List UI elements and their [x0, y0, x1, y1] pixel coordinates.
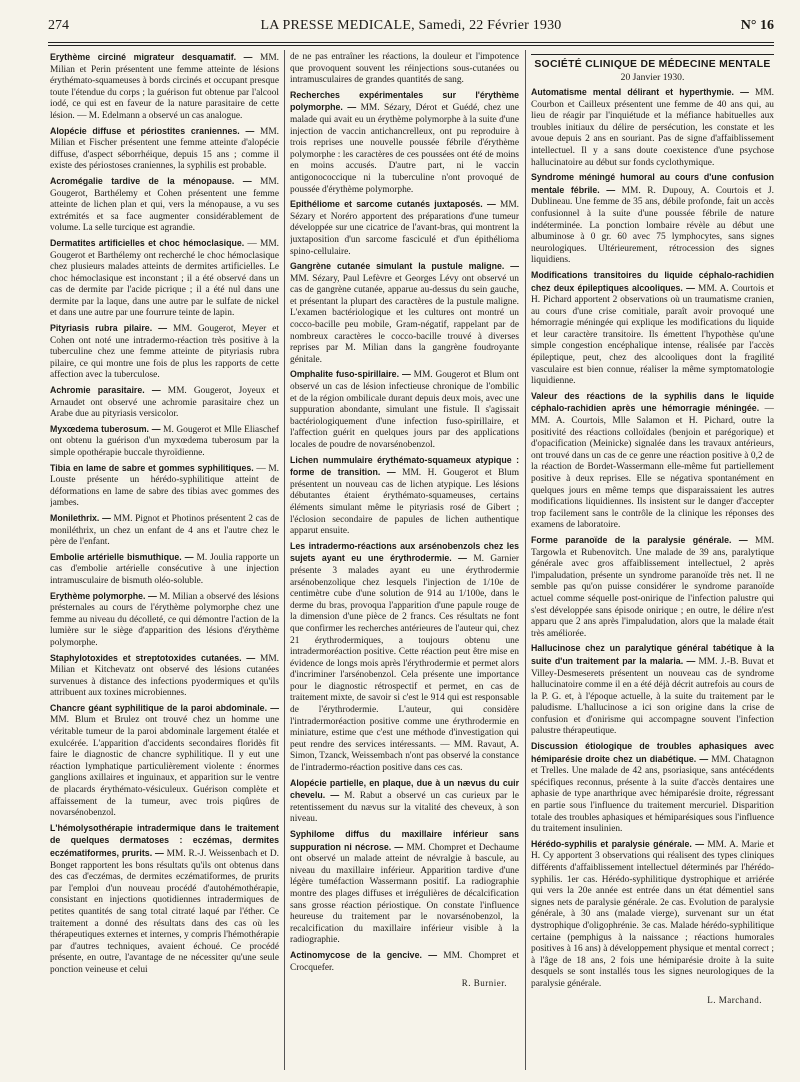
article-entry — [50, 823, 279, 977]
article-entry — [50, 513, 279, 549]
entry-text: MM. J.-B. Buvat et Villey-Desmeserets présentent un nouveau cas de syndrome hallucinatoire comme il en a été déjà décrit autrefois au cours de la P. G. et, à l'époque actuelle, à la suite du traitement par le paludisme. L'hallucinose a ici son origine dans la crise de confusion et d'onirisme qui accompagne souvent l'infection palustre thérapeutique. — [531, 656, 774, 737]
entry-heading: Achromie parasitaire. — — [50, 385, 161, 396]
section-title: SOCIÉTÉ CLINIQUE DE MÉDECINE MENTALE — [534, 59, 771, 70]
entry-text: MM. Sézary, Paul Lefèvre et Georges Lévy ont observé un cas de gangrène cutanée, apparue au-dessus du sein gauche, et présentant la plupart des caractères de la pustule maligne. L'examen bactériologique et les cultures ont montré un cocco-bacille peu mobile, Gram-négatif, rappelant par de nombreux caractères le cocco-bacille trouvé à diverses reprises par M. Milian dans la gangrène foudroyante génitale. — [290, 273, 519, 365]
entry-heading: Syndrome méningé humoral au cours d'une confusion mentale fébrile. — — [531, 172, 774, 195]
entry-heading: Les intradermo-réactions aux arsénobenzols chez les sujets ayant eu une érythrodermie. — — [290, 540, 519, 564]
column-3 — [531, 52, 774, 1068]
section-rule — [531, 54, 774, 55]
column-2 — [290, 52, 519, 1068]
article-entry — [50, 424, 279, 460]
entry-text: — M. Louste présente un hérédo-syphilitique atteint de déformations en lame de sabre des tibias avec gommes des jambes. — [50, 463, 279, 509]
entry-text: MM. Gougerot et Blum ont observé un cas de lésion infectieuse chronique de l'ombilic et de la région ombilicale durant depuis deux mois, avec une suppuration abondante, simulant une fistule. Il s'agissait bactériologiquement d'une infection fuso-spirillaire, et l'affection guérit en quelques jours par des applications locales de poudre de novarsénobenzol. — [290, 370, 519, 450]
entry-text: MM. Blum et Brulez ont trouvé chez un homme une véritable tumeur de la paroi abdominale largement étalée et exulcérée. L'apparition d'accidents secondaires floridès fit faire le diagnostic de chancre syphilitique. Il y eut une réaction lymphatique particulièrement violente : énormes ganglions axillaires et inguinaux, et apparition sur le ventre de placards érythémato-vésiculeux. Guérison complète et affaissement de la tumeur, avec trois piqûres de novarsénobenzol. — [50, 715, 279, 819]
entry-text: MM. Pignot et Photinos présentent 2 cas de moniléthrix, un chez un enfant de 4 ans et l'autre chez le père de l'enfant. — [50, 513, 279, 548]
issue-number: N° 16 — [740, 18, 774, 33]
entry-text: MM. Chompret et Dechaume ont observé un malade atteint de névralgie à bascule, au niveau du maxillaire inférieur. Apparition tardive d'une légère tuméfaction Wassermann positif. La radiographie montre des plages diffuses et irrégulières de décalcification sans grosse réaction périostique. On constate l'influence heureuse du traitement par le novarsénobenzol, la recalcification du maxillaire inférieur visible à la radiographie. — [290, 842, 519, 946]
column-divider — [525, 50, 526, 1070]
entry-text: M. Milian a observé des lésions présternales au cours de l'érythème polymorphe chez une femme au niveau du décolleté, ce qui démontre l'action de la lumière sur le siège d'apparition des lésions d'érythème polymorphe. — [50, 591, 279, 648]
entry-heading: Syphilome diffus du maxillaire inférieur sans suppuration ni nécrose. — — [290, 829, 519, 852]
entry-text: MM. R.-J. Weissenbach et D. Bonget rapportent les bons résultats qu'ils ont obtenus dans des cas d'eczémas, de dermites eczématiformes, de prurits par l'emploi d'un nouveau procédé d'autohémothérapie, consistant en injections quotidiennes intradermiques de petites quantités de sang total citraté laqué par l'éther. Ce traitement a donné des résultats dans des cas où les thérapeutiques externes et internes, y compris l'hémothérapie par d'autres techniques, avaient échoué. Ce procédé présente, en outre, l'avantage de ne nécessiter qu'une seule ponction veineuse et celui — [50, 849, 279, 975]
author-signature: R. Burnier. — [461, 978, 507, 989]
article-entry — [290, 199, 519, 258]
article-entry — [50, 176, 279, 235]
entry-text: M. Rabut a observé un cas curieux par le retentissement du nævus sur la vitalité des cheveux, à son niveau. — [290, 791, 519, 825]
article-entry — [531, 839, 774, 991]
entry-heading: Omphalite fuso-spirillaire. — — [290, 369, 411, 380]
entry-text: MM. Milian et Kitchevatz ont observé des lésions cutanées survenues à distance des infections pyodermiques et qu'ils attribuent aux toxines microbiennes. — [50, 653, 279, 699]
entry-heading: Dermatites artificielles et choc hémoclasique. — [50, 237, 245, 248]
column-1 — [50, 52, 279, 1068]
article-entry — [531, 741, 774, 836]
article-entry — [50, 463, 279, 510]
entry-text: MM. A. Marie et H. Cy apportent 3 observations qui réalisent des types cliniques différents d'affaiblissement intellectuel déterminés par l'hérédo-syphilis. 1er cas. Hérédo-syphilitique dystrophique et arriérée qui vers la 20e année est entrée dans un état démentiel sans signes nets de paralysie générale. 2e cas. Evolution de paralysie générale, à 30 ans (malade vierge), survenant sur un état dystrophique d'oligophrénie. 3e cas. Malade hérédo-syphilitique certaine (pemphigus à la naissance ; réactions humorales positives à 16 ans) à développement physique et mental correct ; à l'âge de 18 ans, 2 fois une hémiparésie droite à la suite desquels se sont installés tous les signes neurologiques de la paralysie générale. — [531, 839, 774, 989]
article-entry — [290, 541, 519, 775]
entry-heading: Embolie artérielle bismuthique. — — [50, 551, 194, 562]
section-date: 20 Janvier 1930. — [620, 72, 685, 83]
entry-text: MM. A. Courtois et H. Pichard apportent 2 observations où un traumatisme cranien, au cours d'une crise comitiale, paraît avoir provoqué une hémorragie méningée qui explique les modifications du liquide et leur caractère transitoire. Ils émettent l'hypothèse qu'une simple congestion encéphalique intense, réalisée par l'accès épileptique, peut, chez des alcooliques dont la fragilité vasculaire est bien connue, réaliser la même symptomatologie liquidienne. — [531, 283, 774, 387]
entry-heading: Automatisme mental délirant et hyperthymie. — — [531, 87, 749, 97]
article-entry — [50, 126, 279, 173]
entry-text: MM. Milian et Fischer présentent une femme atteinte d'alopécie diffuse, d'aspect séborrhéique, depuis 15 ans ; comme il existe des périostoses craniennes, la syphilis est probable. — [50, 126, 279, 172]
article-entry — [290, 261, 519, 366]
entry-text: M. Gougerot et Mlle Eliaschef ont obtenu la guérison d'un myxœdema tuberosum par la simple opothérapie buccale thyroïdienne. — [50, 424, 279, 458]
entry-text: MM. H. Gougerot et Blum présentent un nouveau cas de lichen atypique. Les lésions débutantes étaient érythémato-squameuses, certains éléments simulant même le pityriasis rosé de Gibert ; l'éclosion secondaire de papules de lichen authentique apparut ensuite. — [290, 468, 519, 537]
entry-text: de ne pas entraîner les réactions, la douleur et l'impotence que provoquent souvent les réinjections sous-cutanées ou intramusculaires de grandes quantités de sang. — [290, 52, 519, 86]
article-entry — [290, 369, 519, 451]
article-entry — [531, 87, 774, 169]
entry-text: MM. Chatagnon et Trelles. Une malade de 42 ans, psoriasique, sans antécédents spécifiques reconnus, présente à la suite d'accès dentaires une aphasie de type anarthrique avec hémiparésie droite, régressant en partie sous l'influence du traitement mercuriel. Disparition totale des troubles aphasiques et hémiparésiques sous l'influence du traitement insulinien. — [531, 754, 774, 835]
entry-heading: Valeur des réactions de la syphilis dans le liquide céphalo-rachidien après une hémorragie méningée. — [531, 390, 774, 414]
article-entry — [50, 52, 279, 123]
entry-text: — MM. Gougerot et Barthélemy ont recherché le choc hémoclasique chez plusieurs malades atteints de dermites artificielles. Le choc hémoclasique est inconstant ; il a été observé dans un cas de dermite par l'acide picrique ; il a été nul dans une dermite par la laque, dans une autre par le sulfate de nickel et dans une autre par une fourrure teinte de lapin. — [50, 238, 279, 319]
entry-text: MM. Milian et Perin présentent une femme atteinte de lésions érythémato-squameuses à bords circinés et occupant presque toute l'étendue du corps ; la guérison fut obtenue par l'alcool iodé, ce qui est en faveur de la nature parasitaire de cette lésion. — M. Edelmann a observé un cas analogue. — [50, 53, 279, 121]
article-entry — [50, 385, 279, 421]
entry-text: MM. Gougerot, Meyer et Cohen ont noté une intradermo-réaction très positive à la tuberculine chez une femme atteinte de pityriasis rubra pilaire, ce qui montre une fois de plus les rapports de cette affection avec la tuberculose. — [50, 324, 279, 381]
article-entry — [290, 90, 519, 196]
page-header — [48, 16, 774, 40]
column-divider — [284, 50, 285, 1070]
article-entry — [290, 52, 519, 87]
article-entry — [50, 323, 279, 382]
article-entry — [531, 391, 774, 532]
entry-heading: Alopécie partielle, en plaque, due à un nævus du cuir chevelu. — — [290, 777, 519, 801]
entry-heading: Acromégalie tardive de la ménopause. — — [50, 175, 252, 186]
entry-heading: Tibia en lame de sabre et gommes syphilitiques. — [50, 462, 254, 473]
entry-heading: Chancre géant syphilitique de la paroi abdominale. — — [50, 702, 279, 713]
entry-text: MM. Gougerot, Joyeux et Arnaudet ont observé une achromie parasitaire chez un Arabe due au pityriasis versicolor. — [50, 386, 279, 420]
entry-heading: Staphylotoxides et streptotoxides cutanées. — — [50, 652, 256, 663]
article-entry — [290, 950, 519, 974]
article-entry — [290, 778, 519, 826]
entry-heading: Forme paranoïde de la paralysie générale. — — [531, 534, 748, 545]
header-rule — [48, 42, 774, 43]
entry-text: M. Joulia rapporte un cas d'embolie artérielle consécutive à une injection intramusculaire de bismuth oléo-soluble. — [50, 552, 279, 586]
entry-heading: Discussion étiologique de troubles aphasiques avec hémiparésie droite chez un diabétique. — — [531, 741, 774, 764]
entry-heading: Hérédo-syphilis et paralysie générale. — — [531, 838, 705, 849]
entry-heading: Erythème polymorphe. — — [50, 590, 157, 601]
article-entry — [531, 643, 774, 738]
entry-heading: Erythème circiné migrateur desquamatif. — — [50, 52, 253, 62]
header-rule-thin — [48, 45, 774, 46]
article-entry — [290, 829, 519, 947]
journal-title: LA PRESSE MEDICALE, Samedi, 22 Février 1930 — [260, 18, 562, 33]
article-entry — [290, 455, 519, 538]
entry-text: MM. Sézary, Dérot et Guédé, chez une malade qui avait eu un érythème polymorphe à la suite d'une injection de vaccin antichancrelleux, ont pu reproduire à trois reprises une nouvelle poussée fébrile d'érythème polymorphe : les caractères de ces poussées ont été de moins en moins accusés. D'autre part, ni le vaccin antigonococcique ni la tuberculine n'ont provoqué de poussée d'érythème polymorphe. — [290, 103, 519, 195]
entry-heading: Alopécie diffuse et périostites craniennes. — — [50, 125, 255, 136]
article-entry — [50, 591, 279, 650]
article-entry — [50, 703, 279, 820]
entry-heading: Modifications transitoires du liquide céphalo-rachidien chez deux épileptiques alcooliques. — — [531, 269, 774, 293]
entry-text: M. Garnier présente 3 malades ayant eu une érythrodermie arsénobenzolique chez lesquels l'injection de 1/10e de centimètre cube d'une solution de 914 au 1/100e, dans le derme du bras, provoqua l'apparition d'une papule rouge de la dimension d'une pièce de 2 francs. Ces résultats ne font que confirmer les recherches antérieures de l'auteur qui, chez 21 érythrodermiques, a toujours obtenu une intradermoréaction positive. Cette réaction peut être mise en évidence de longs mois après l'érythrodermie et permet alors d'incriminer l'arsénobenzol. Cela présente une importance pour le diagnostic rétrospectif et permet, en cas de traitement mixte, de savoir si c'est le 914 qui est responsable de l'érythrodermie. L'auteur, qui considère l'intradermoréaction positive comme une érythrodermie en miniature, estime que c'est une méthode d'investigation qui peut rendre des services intéressants. — MM. Ravaut, A. Simon, Tzanck, Weissembach n'ont pas observé la constance de l'intradermo-réaction positive dans ces cas. — [290, 554, 519, 774]
entry-text: MM. Targowla et Rubenovitch. Une malade de 39 ans, paralytique générale avec gros affaiblissement intellectuel, 2 après l'impaludation, présente un syndrome paranoïde très net. Il ne semble pas qu'on puisse considérer le syndrome paranoïde actuel comme séquelle post-onirique de l'infection palustre qui s'est développée sans épisode onirique ; en outre, le délire n'est apparu que 2 ans après l'impaludation, alors que la malade était très améliorée. — [531, 535, 774, 639]
entry-heading: L'hémolysothérapie intradermique dans le traitement de quelques dermatoses : eczémas, dermites eczématiformes, prurits. — — [50, 822, 279, 858]
author-signature: L. Marchand. — [707, 994, 762, 1005]
entry-heading: Monilethrix. — — [50, 512, 111, 523]
entry-heading: Gangrène cutanée simulant la pustule maligne. — — [290, 261, 519, 272]
entry-heading: Epithéliome et sarcome cutanés juxtaposés. — — [290, 199, 496, 210]
entry-text: MM. Chompret et Crocquefer. — [290, 950, 519, 973]
entry-text: — MM. A. Courtois, Mlle Salamon et H. Pichard, outre la positivité des réactions colloïdales (benjoin et parégorique) et d'opacification (Meinicke) signalée dans les travaux antérieurs, ont trouvé dans un cas de ce genre une réaction positive à 0,2 de la réaction de Bordet-Wassermann elle-même fut partiellement positive à deux reprises. Elle se négativa spontanément en quelques jours en même temps que disparaissaient les autres modifications liquidiennes. Ils insistent sur le danger d'accepter trop facilement sans le contrôle de la clinique les réponses des examens de laboratoire. — [531, 404, 774, 531]
entry-text: MM. Sézary et Noréro apportent des préparations d'une tumeur développée sur une cicatrice de l'avant-bras, qui montrent la juxtaposition d'un sarcome fasciculé et d'un épithélioma spino-cellulaire. — [290, 200, 519, 257]
article-entry — [50, 238, 279, 320]
article-entry — [50, 552, 279, 588]
article-entry — [531, 270, 774, 388]
entry-text: MM. R. Dupouy, A. Courtois et J. Dublineau. Une femme de 35 ans, débile profonde, fait un accès confusionnel à la suite d'une poussée fébrile de nature indéterminée. La ponction lombaire révèle au début une albuminose à 0 gr. 60 avec 75 lymphocytes, sans signes neurologiques. Ultérieurement, rétrocession des signes liquidiens. — [531, 185, 774, 266]
entry-heading: Myxœdema tuberosum. — — [50, 423, 161, 434]
entry-heading: Actinomycose de la gencive. — — [290, 949, 438, 960]
entry-text: MM. Courbon et Cailleux présentent une femme de 40 ans qui, au lieu de réagir par l'inquiétude et la méfiance habituelles aux troubles initiaux du délire de persécution, les constate et les avoue depuis 2 ans en souriant. Pas de signe d'affaiblissement intellectuel. Il y a sans doute coexistence d'une psychose hallucinatoire au début sur fonds cyclothymique. — [531, 88, 774, 168]
entry-heading: Hallucinose chez un paralytique général tabétique à la suite d'un traitement par la malaria. — — [531, 643, 774, 666]
article-entry — [531, 535, 774, 640]
page-number: 274 — [48, 18, 69, 33]
entry-heading: Recherches expérimentales sur l'érythème polymorphe. — — [290, 89, 519, 113]
article-entry — [50, 653, 279, 700]
entry-text: MM. Gougerot, Barthélemy et Cohen présentent une femme atteinte de lichen plan et qui, vers la ménopause, a vu ses extrémités et sa face augmenter considérablement de volume. La selle turcique est agrandie. — [50, 176, 279, 234]
article-entry — [531, 172, 774, 267]
entry-heading: Lichen nummulaire érythémato-squameux atypique : forme de transition. — — [290, 454, 519, 478]
entry-heading: Pityriasis rubra pilaire. — — [50, 323, 168, 334]
